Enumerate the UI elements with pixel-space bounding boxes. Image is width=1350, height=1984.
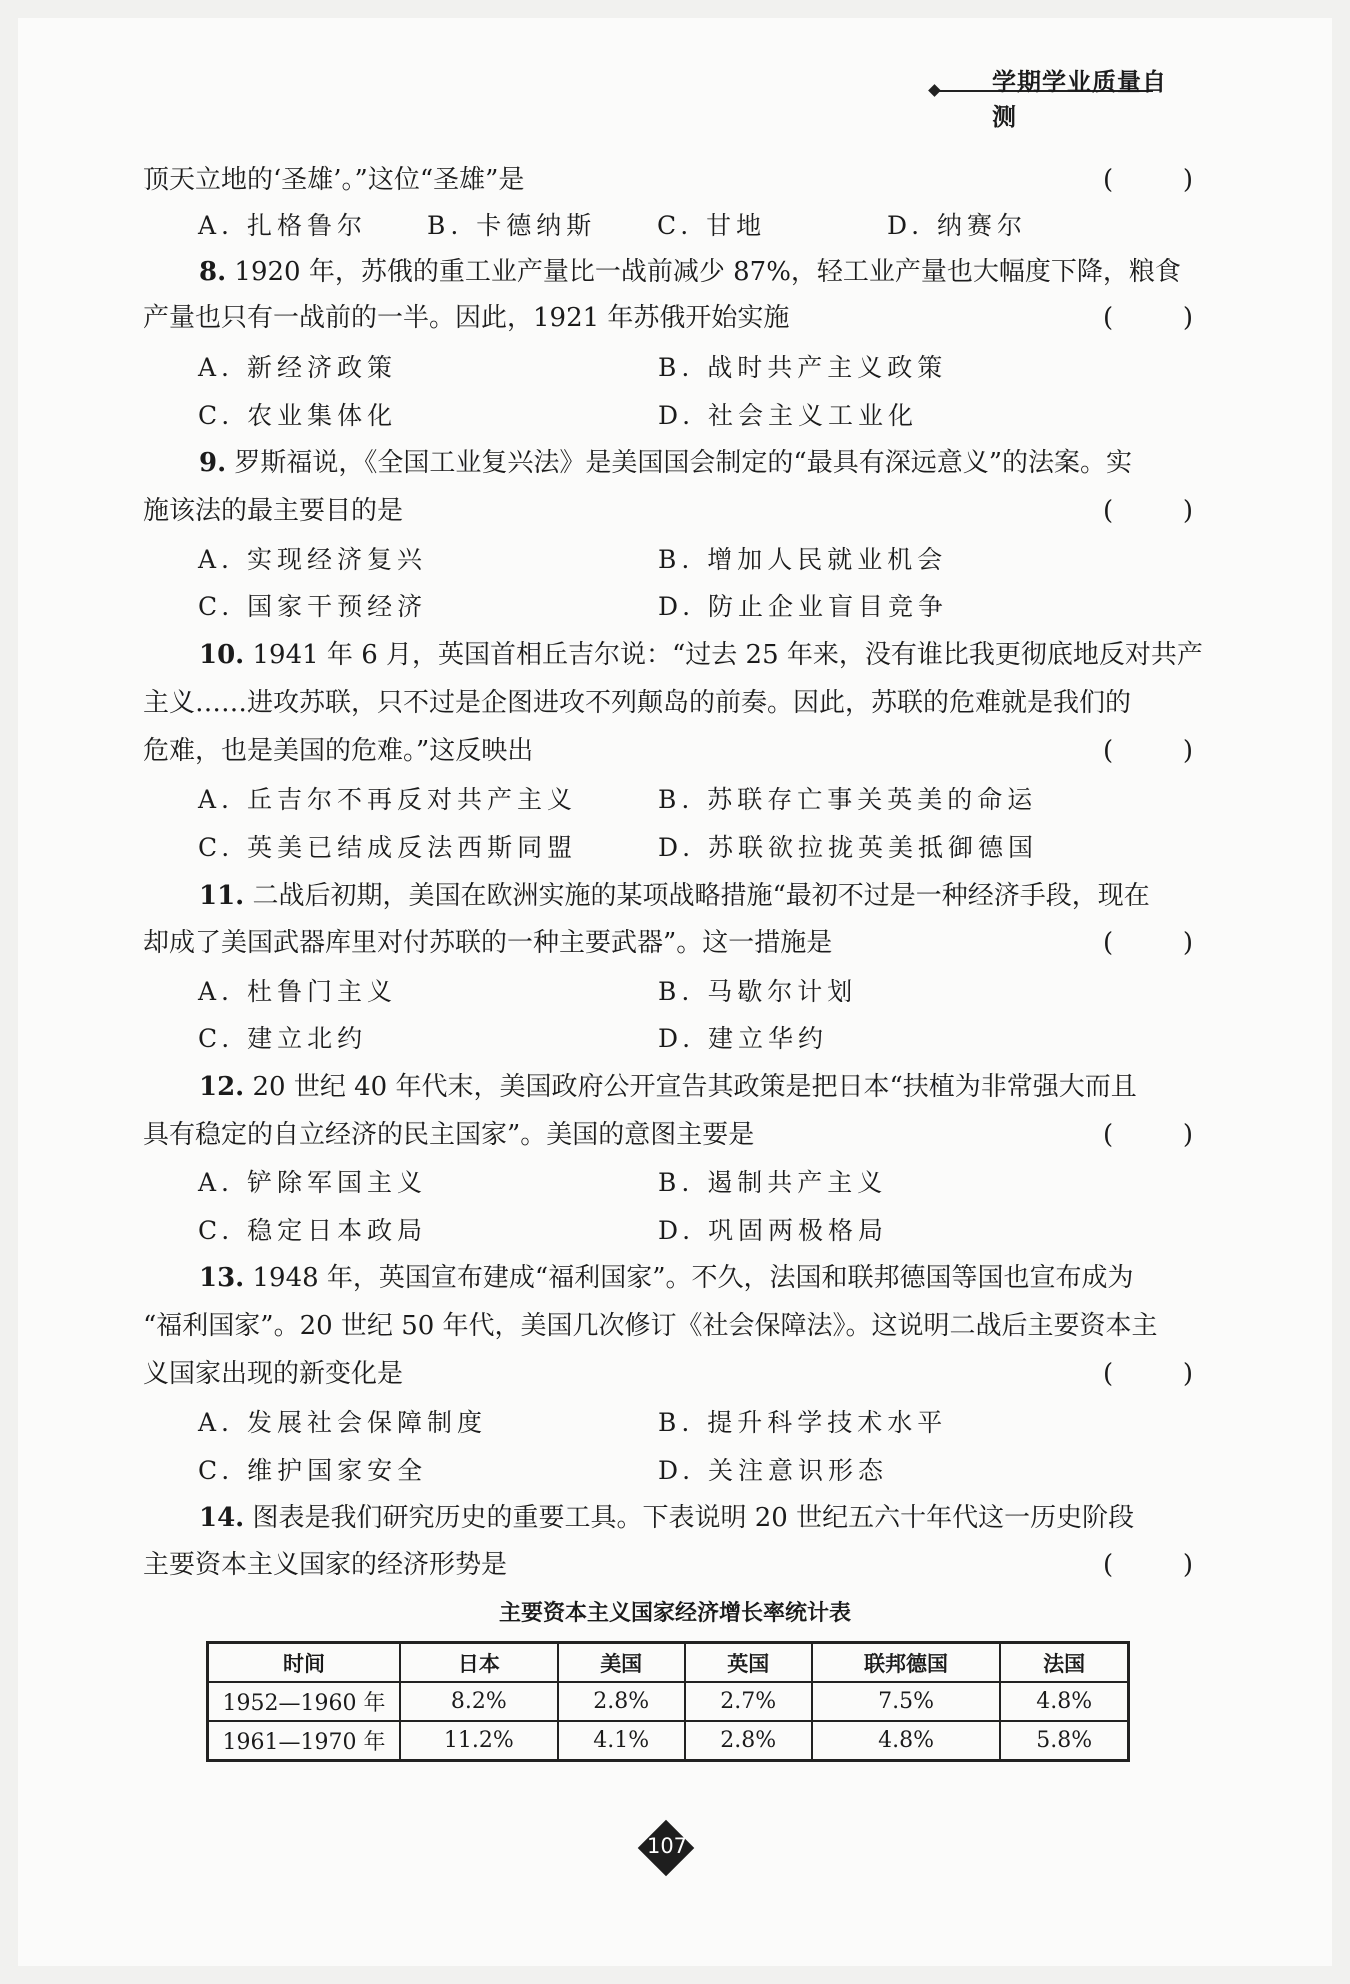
q11-text-1: 二战后初期，美国在欧洲实施的某项战略措施“最初不过是一种经济手段，现在: [244, 881, 1150, 911]
q8-line-1: [143, 255, 1193, 289]
q8-answer-paren: ( ): [1103, 303, 1193, 333]
header-cell: 联邦德国: [812, 1643, 1001, 1683]
q13-text-1: 1948 年，英国宣布建成“福利国家”。不久，法国和联邦德国等国也宣布成为: [244, 1263, 1134, 1293]
q13-option-d: D. 关注意识形态: [658, 1456, 889, 1485]
q13-number: 13.: [199, 1263, 245, 1293]
table-cell: 4.8%: [1000, 1682, 1128, 1721]
header-cell: 法国: [1000, 1643, 1128, 1683]
table-cell: 2.8%: [685, 1721, 812, 1761]
q11-option-a: A. 杜鲁门主义: [198, 977, 397, 1006]
q10-answer-paren: ( ): [1103, 736, 1193, 766]
q11-option-c: C. 建立北约: [198, 1024, 368, 1053]
q13-option-b: B. 提升科学技术水平: [658, 1408, 948, 1437]
q11-line-2: 却成了美国武器库里对付苏联的一种主要武器”。这一措施是: [143, 928, 833, 958]
table-cell: 1961—1970 年: [208, 1721, 401, 1761]
q13-line-3: 义国家出现的新变化是: [143, 1359, 404, 1389]
q13-option-c: C. 维护国家安全: [198, 1456, 428, 1485]
header-cell: 日本: [400, 1643, 558, 1683]
q13-option-a: A. 发展社会保障制度: [198, 1408, 487, 1437]
q7-option-b: B. 卡德纳斯: [427, 211, 597, 240]
table-cell: 7.5%: [812, 1682, 1001, 1721]
q14-line-2: 主要资本主义国家的经济形势是: [143, 1550, 508, 1580]
table-row: [208, 1682, 1129, 1721]
q12-answer-paren: ( ): [1103, 1120, 1193, 1150]
table-cell: 1952—1960 年: [208, 1682, 401, 1721]
q10-option-d: D. 苏联欲拉拢英美抵御德国: [658, 833, 1039, 862]
q10-line-3: 危难，也是美国的危难。”这反映出: [143, 736, 534, 766]
page-number-badge: [640, 1822, 694, 1876]
q9-option-b: B. 增加人民就业机会: [658, 545, 948, 574]
q10-option-b: B. 苏联存亡事关英美的命运: [658, 785, 1038, 814]
q12-line-2: 具有稳定的自立经济的民主国家”。美国的意图主要是: [143, 1120, 755, 1150]
q13-answer-paren: ( ): [1103, 1359, 1193, 1389]
q12-line-1: [143, 1070, 1193, 1104]
q10-text-1: 1941 年 6 月，英国首相丘吉尔说：“过去 25 年来，没有谁比我更彻底地反对共产: [244, 640, 1203, 670]
table-cell: 2.8%: [558, 1682, 685, 1721]
q7-answer-paren: ( ): [1103, 165, 1193, 195]
q7-option-a: A. 扎格鲁尔: [198, 211, 367, 240]
q12-text-1: 20 世纪 40 年代末，美国政府公开宣告其政策是把日本“扶植为非常强大而且: [244, 1072, 1137, 1102]
q10-number: 10.: [199, 640, 245, 670]
q8-number: 8.: [199, 257, 227, 287]
q12-number: 12.: [199, 1072, 245, 1102]
q10-line-2: 主义……进攻苏联，只不过是企图进攻不列颠岛的前奏。因此，苏联的危难就是我们的: [143, 688, 1132, 718]
header-cell: 英国: [685, 1643, 812, 1683]
q12-option-b: B. 遏制共产主义: [658, 1168, 888, 1197]
q9-number: 9.: [199, 448, 227, 478]
q11-answer-paren: ( ): [1103, 928, 1193, 958]
q10-option-a: A. 丘吉尔不再反对共产主义: [198, 785, 577, 814]
q9-option-c: C. 国家干预经济: [198, 592, 428, 621]
q9-text-1: 罗斯福说，《全国工业复兴法》是美国国会制定的“最具有深远意义”的法案。实: [226, 448, 1133, 478]
table-cell: 8.2%: [400, 1682, 558, 1721]
q10-option-c: C. 英美已结成反法西斯同盟: [198, 833, 578, 862]
q14-answer-paren: ( ): [1103, 1550, 1193, 1580]
q12-option-d: D. 巩固两极格局: [658, 1216, 889, 1245]
q7-option-c: C. 甘地: [657, 211, 767, 240]
q14-line-1: [143, 1501, 1193, 1535]
q14-text-1: 图表是我们研究历史的重要工具。下表说明 20 世纪五六十年代这一历史阶段: [244, 1503, 1135, 1533]
header-cell: 美国: [558, 1643, 685, 1683]
q9-option-a: A. 实现经济复兴: [198, 545, 427, 574]
table-title: 主要资本主义国家经济增长率统计表: [498, 1601, 851, 1626]
q9-answer-paren: ( ): [1103, 496, 1193, 526]
table-header-row: [208, 1643, 1129, 1683]
q11-number: 11.: [199, 881, 245, 911]
table-cell: 5.8%: [1000, 1721, 1128, 1761]
page-number: 107: [646, 1834, 688, 1858]
q8-option-c: C. 农业集体化: [198, 401, 398, 430]
q13-line-2: “福利国家”。20 世纪 50 年代，美国几次修订《社会保障法》。这说明二战后主要资本主: [143, 1311, 1158, 1341]
q9-line-1: [143, 446, 1193, 480]
q8-line-2: 产量也只有一战前的一半。因此，1921 年苏俄开始实施: [143, 303, 790, 333]
table-cell: 4.1%: [558, 1721, 685, 1761]
q8-option-d: D. 社会主义工业化: [658, 401, 919, 430]
q8-option-a: A. 新经济政策: [198, 353, 397, 382]
q7-line-1: 顶天立地的‘圣雄’。”这位“圣雄”是: [143, 165, 525, 195]
table-cell: 2.7%: [685, 1682, 812, 1721]
table-row: [208, 1721, 1129, 1761]
q11-line-1: [143, 879, 1193, 913]
q8-option-b: B. 战时共产主义政策: [658, 353, 948, 382]
q7-option-d: D. 纳赛尔: [887, 211, 1028, 240]
page-header: [930, 62, 1190, 131]
header-title: 学期学业质量自测: [992, 68, 1167, 131]
q12-option-c: C. 稳定日本政局: [198, 1216, 428, 1245]
q8-text-1: 1920 年，苏俄的重工业产量比一战前减少 87%，轻工业产量也大幅度下降，粮食: [226, 257, 1181, 287]
header-cell: 时间: [208, 1643, 401, 1683]
table-cell: 11.2%: [400, 1721, 558, 1761]
q12-option-a: A. 铲除军国主义: [198, 1168, 427, 1197]
q9-option-d: D. 防止企业盲目竞争: [658, 592, 949, 621]
table-cell: 4.8%: [812, 1721, 1001, 1761]
q10-line-1: [143, 638, 1203, 672]
q11-option-b: B. 马歇尔计划: [658, 977, 858, 1006]
q13-line-1: [143, 1261, 1193, 1295]
growth-rate-table: [206, 1641, 1130, 1762]
q11-option-d: D. 建立华约: [658, 1024, 829, 1053]
q14-number: 14.: [199, 1503, 245, 1533]
q9-line-2: 施该法的最主要目的是: [143, 496, 404, 526]
